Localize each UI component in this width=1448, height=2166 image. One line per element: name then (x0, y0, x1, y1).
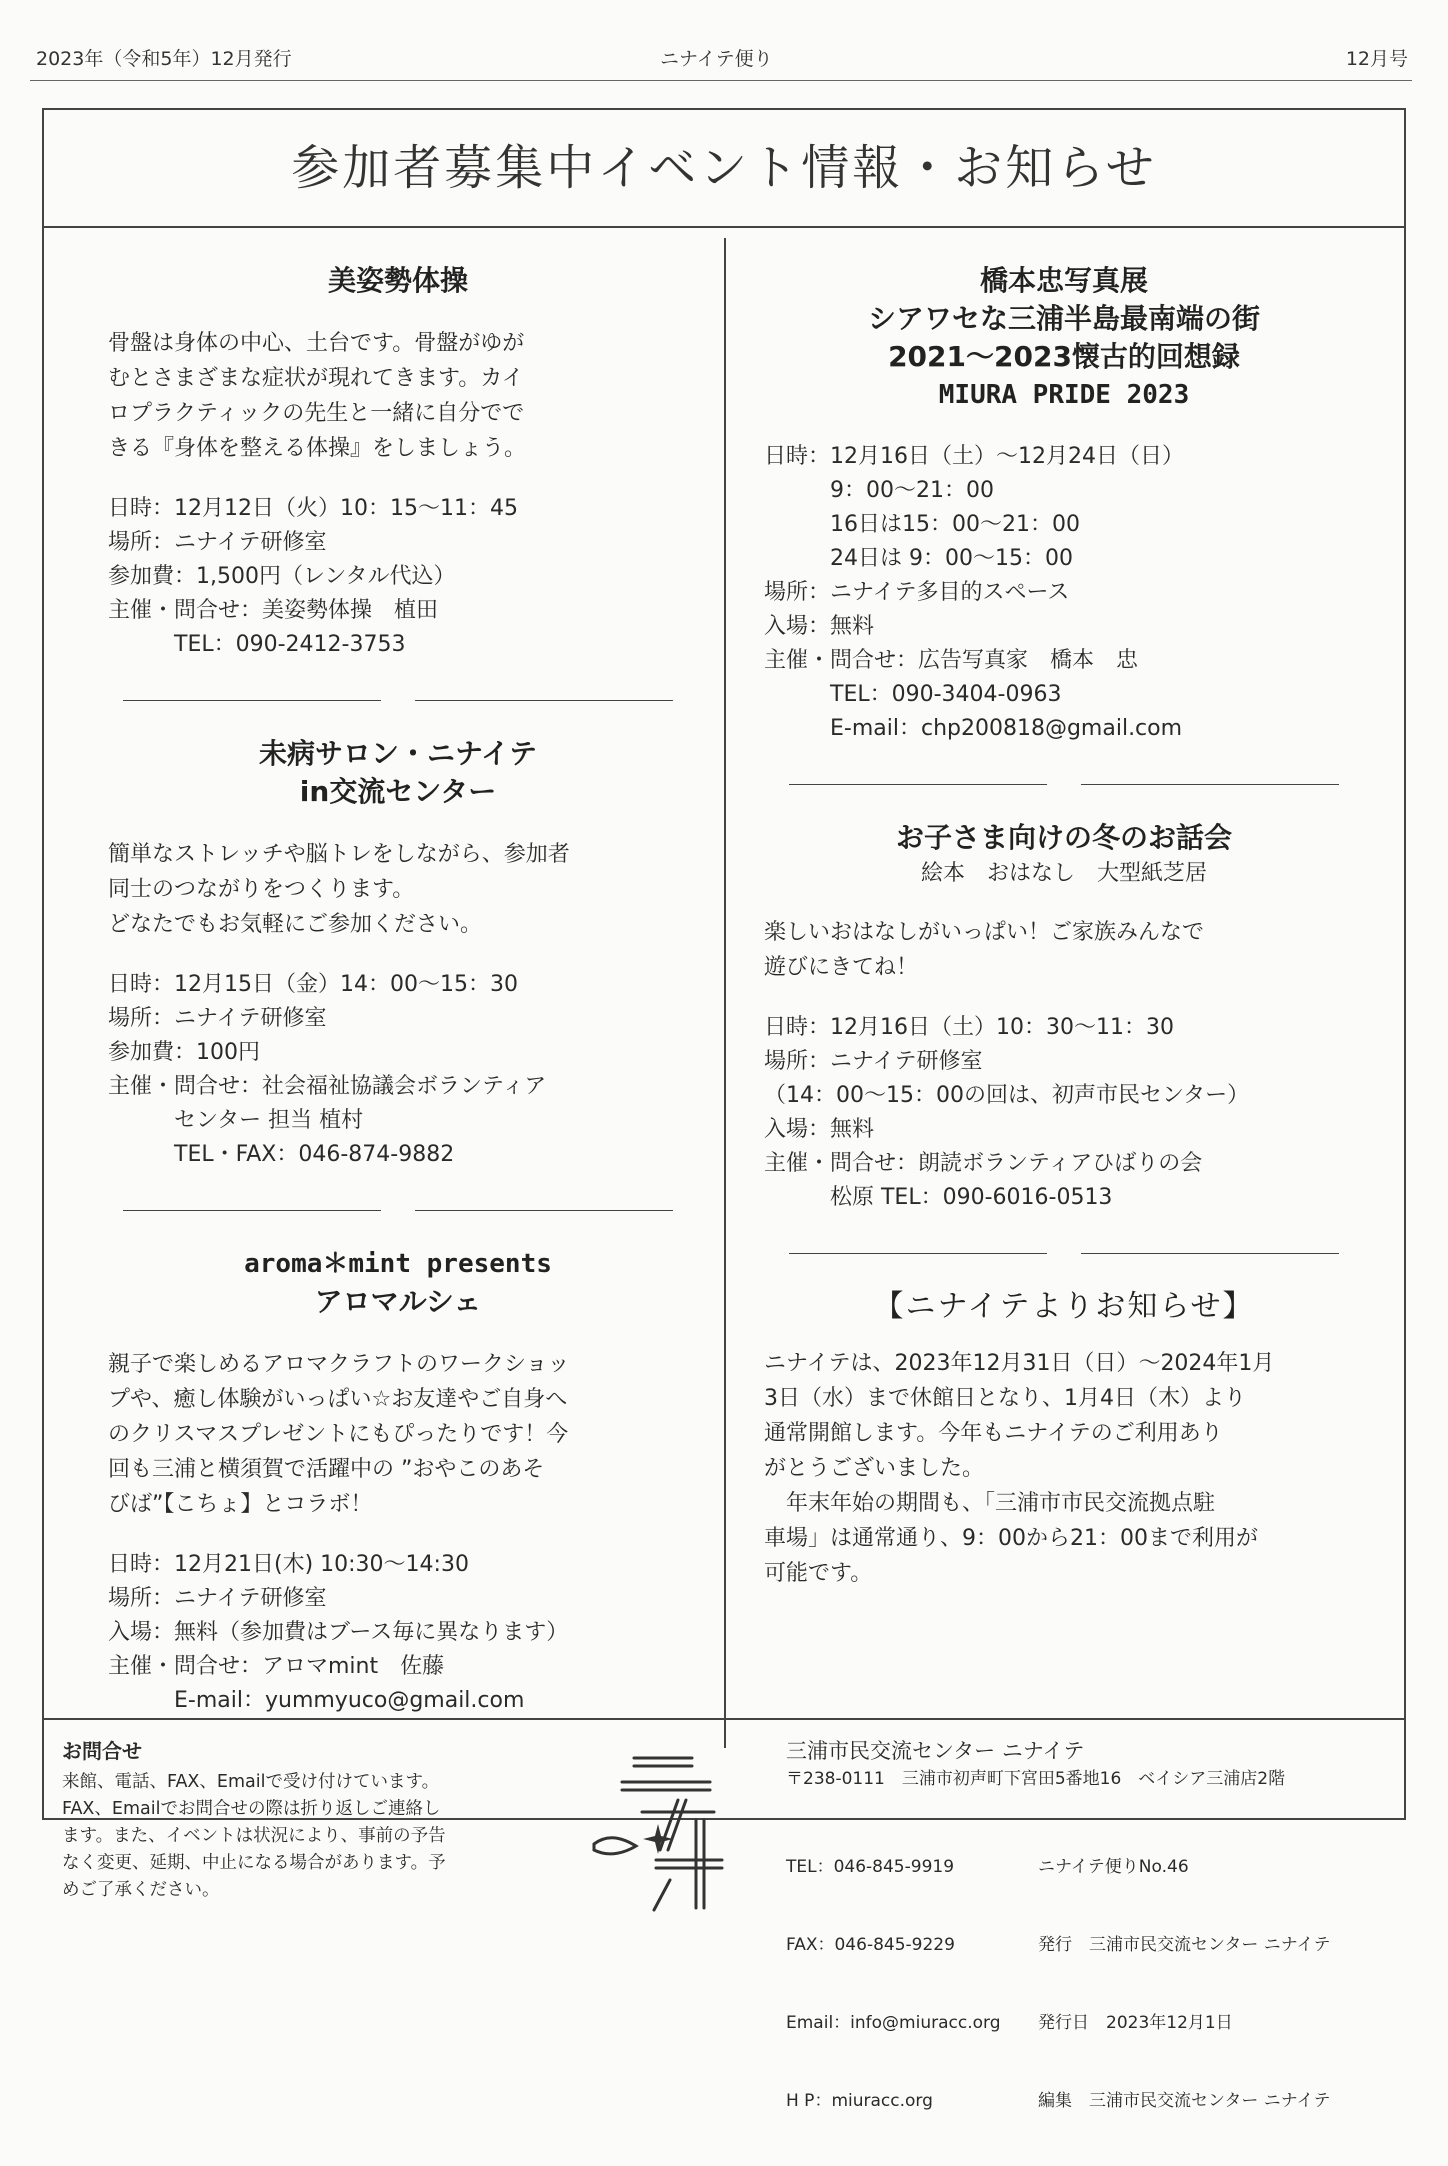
title-bar (44, 110, 1404, 228)
issue-number: ニナイテ便りNo.46 (1038, 1857, 1189, 1877)
info-line: 場所：ニナイテ研修室 (764, 1049, 983, 1074)
left-column (108, 262, 688, 1718)
info-line: 日時：12月16日（土）～12月24日（日） (764, 444, 1184, 469)
event-title: 橋本忠写真展 (979, 264, 1148, 297)
event-info (108, 968, 688, 1172)
info-line: E-mail：yummyuco@gmail.com (108, 1688, 525, 1713)
desc-line: どなたでもお気軽にご参加ください。 (108, 912, 483, 937)
info-line: 場所：ニナイテ研修室 (108, 530, 327, 555)
event-description (108, 1347, 688, 1522)
contact-list (786, 1802, 1038, 2166)
org-name: 三浦市民交流センター ニナイテ (786, 1739, 1085, 1763)
info-line: （14：00～15：00の回は、初声市民センター） (764, 1083, 1250, 1108)
info-line: 入場：無料 (764, 614, 875, 639)
section-separator (764, 1253, 1364, 1254)
notice-section (764, 1288, 1364, 1591)
desc-line: むとさまざまな症状が現れてきます。カイ (108, 366, 524, 391)
info-line: 主催・問合せ：美姿勢体操 植田 (108, 598, 439, 623)
event-title-line4: MIURA PRIDE 2023 (938, 380, 1190, 410)
info-line: 入場：無料 (764, 1117, 875, 1142)
notice-line: 通常開館します。今年もニナイテのご利用あり (764, 1421, 1223, 1446)
org-address: 〒238-0111 三浦市初声町下宮田5番地16 ベイシア三浦店2階 (786, 1769, 1286, 1789)
event-aroma-marche (108, 1245, 688, 1718)
info-line: TEL・FAX：046-874-9882 (108, 1142, 455, 1167)
notice-line: 可能です。 (764, 1561, 873, 1586)
contact-info (786, 1802, 1386, 2166)
phone-number: TEL：046-845-9919 (786, 1857, 955, 1877)
column-divider (724, 238, 726, 1748)
header-divider (30, 80, 1412, 81)
info-line: 主催・問合せ：広告写真家 橋本 忠 (764, 648, 1139, 673)
info-line: E-mail：chp200818@gmail.com (764, 716, 1183, 741)
inquiry-line: FAX、Emailでお問合せの際は折り返しご連絡し (62, 1799, 441, 1819)
info-line: 24日は 9：00～15：00 (764, 546, 1073, 571)
event-title-line2: アロマルシェ (314, 1285, 482, 1318)
inquiry-heading: お問合せ (62, 1739, 142, 1763)
desc-line: 楽しいおはなしがいっぱい！ご家族みんなで (764, 920, 1205, 945)
event-info (108, 492, 688, 662)
info-line: 16日は15：00～21：00 (764, 512, 1080, 537)
notice-line: ニナイテは、2023年12月31日（日）～2024年1月 (764, 1351, 1275, 1376)
newsletter-name: ニナイテ便り (660, 48, 773, 70)
desc-line: のクリスマスプレゼントにもぴったりです！今 (108, 1422, 569, 1447)
event-title-line2: シアワセな三浦半島最南端の街 (867, 302, 1260, 335)
desc-line: びば”【こちょ】とコラボ！ (108, 1492, 373, 1517)
info-line: TEL：090-2412-3753 (108, 632, 406, 657)
event-info (764, 1011, 1364, 1215)
info-line: 主催・問合せ：朗読ボランティアひばりの会 (764, 1151, 1203, 1176)
desc-line: 同士のつながりをつくります。 (108, 877, 415, 902)
notice-line: 3日（水）まで休館日となり、1月4日（木）より (764, 1386, 1246, 1411)
issue-date: 2023年（令和5年）12月発行 (36, 48, 292, 70)
info-line: 入場：無料（参加費はブース毎に異なります） (108, 1620, 569, 1645)
event-title: aroma＊mint presents (244, 1249, 552, 1279)
event-title: 美姿勢体操 (327, 264, 468, 297)
event-title: お子さま向けの冬のお話会 (895, 821, 1232, 854)
publication-info (1038, 1802, 1331, 2166)
organization-block (786, 1738, 1386, 2166)
publish-date: 発行日 2023年12月1日 (1038, 2013, 1233, 2033)
info-line: TEL：090-3404-0963 (764, 682, 1062, 707)
month-label: 12月号 (1345, 48, 1408, 70)
event-winter-storytime (764, 819, 1364, 1215)
desc-line: プや、癒し体験がいっぱい☆お友達やご自身へ (108, 1387, 568, 1412)
homepage-url: H P：miuracc.org (786, 2091, 933, 2111)
publisher: 発行 三浦市民交流センター ニナイテ (1038, 1935, 1331, 1955)
info-line: 場所：ニナイテ多目的スペース (764, 580, 1070, 605)
info-line: 日時：12月12日（火）10：15～11：45 (108, 496, 518, 521)
info-line: 主催・問合せ：アロマmint 佐藤 (108, 1654, 445, 1679)
info-line: センター 担当 植村 (108, 1108, 364, 1133)
notice-line: 年末年始の期間も、「三浦市市民交流拠点駐 (764, 1491, 1216, 1516)
event-title-line2: in交流センター (299, 775, 497, 808)
page-title: 参加者募集中イベント情報・お知らせ (291, 140, 1157, 196)
info-line: 9：00～21：00 (764, 478, 994, 503)
inquiry-line: 来館、電話、FAX、Emailで受け付けています。 (62, 1772, 440, 1792)
info-line: 参加費：1,500円（レンタル代込） (108, 564, 456, 589)
info-line: 日時：12月21日(木) 10:30～14:30 (108, 1552, 469, 1577)
fax-number: FAX：046-845-9229 (786, 1935, 955, 1955)
event-title: 未病サロン・ニナイテ (258, 737, 538, 770)
event-description (764, 915, 1364, 985)
event-description (108, 326, 688, 466)
desc-line: 親子で楽しめるアロマクラフトのワークショッ (108, 1352, 570, 1377)
info-line: 参加費：100円 (108, 1040, 260, 1065)
event-photo-exhibition (764, 262, 1364, 746)
email-address: Email：info@miuracc.org (786, 2013, 1001, 2033)
notice-body (764, 1346, 1364, 1591)
event-mibyou-salon (108, 735, 688, 1172)
desc-line: 遊びにきてね！ (764, 955, 919, 980)
event-description (108, 837, 688, 942)
notice-title: 【ニナイテよりお知らせ】 (873, 1289, 1255, 1324)
desc-line: ロプラクティックの先生と一緒に自分でで (108, 401, 525, 426)
editor: 編集 三浦市民交流センター ニナイテ (1038, 2091, 1331, 2111)
section-separator (108, 1210, 688, 1211)
event-subtitle: 絵本 おはなし 大型紙芝居 (920, 861, 1207, 886)
notice-line: がとうございました。 (764, 1456, 985, 1481)
info-line: 松原 TEL：090-6016-0513 (764, 1185, 1113, 1210)
info-line: 日時：12月15日（金）14：00～15：30 (108, 972, 518, 997)
content-frame (42, 108, 1406, 2111)
footer (44, 1718, 1404, 2111)
event-posture-exercise (108, 262, 688, 662)
info-line: 場所：ニナイテ研修室 (108, 1586, 327, 1611)
inquiry-block (62, 1738, 572, 1904)
right-column (764, 262, 1364, 1591)
event-title-line3: 2021～2023懐古的回想録 (888, 340, 1240, 373)
info-line: 日時：12月16日（土）10：30～11：30 (764, 1015, 1174, 1040)
info-line: 場所：ニナイテ研修室 (108, 1006, 327, 1031)
ninaite-logo-icon (582, 1740, 732, 1916)
desc-line: きる『身体を整える体操』をしましょう。 (108, 436, 527, 461)
inquiry-line: めご了承ください。 (62, 1880, 220, 1900)
notice-line: 車場」は通常通り、9：00から21：00まで利用が (764, 1526, 1258, 1551)
event-info (108, 1548, 688, 1718)
desc-line: 簡単なストレッチや脳トレをしながら、参加者 (108, 842, 570, 867)
info-line: 主催・問合せ：社会福祉協議会ボランティア (108, 1074, 547, 1099)
desc-line: 回も三浦と横須賀で活躍中の ”おやこのあそ (108, 1457, 545, 1482)
section-separator (764, 784, 1364, 785)
inquiry-line: なく変更、延期、中止になる場合があります。予 (62, 1853, 446, 1873)
inquiry-line: ます。また、イベントは状況により、事前の予告 (62, 1826, 446, 1846)
section-separator (108, 700, 688, 701)
event-info (764, 440, 1364, 746)
desc-line: 骨盤は身体の中心、土台です。骨盤がゆが (108, 331, 525, 356)
